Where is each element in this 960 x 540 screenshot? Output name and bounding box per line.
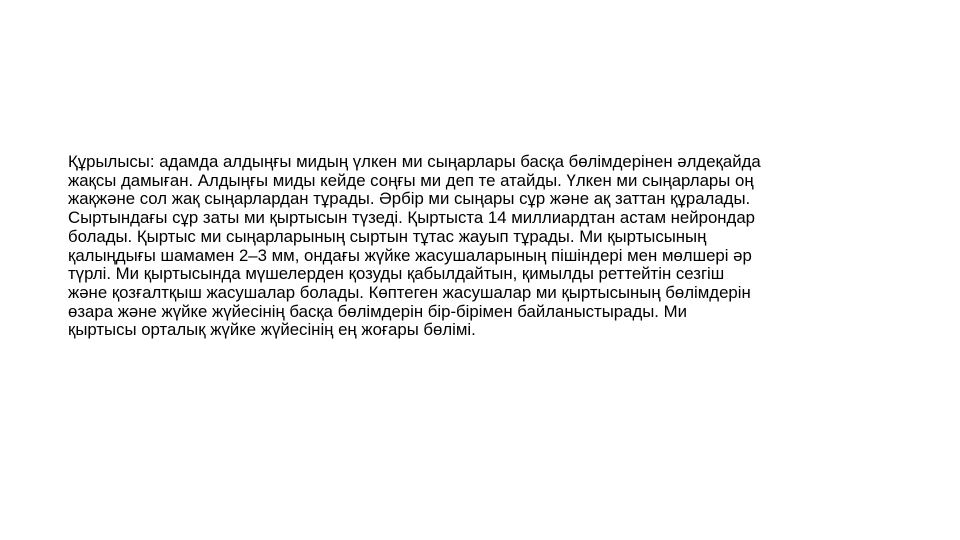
paragraph-line: және қозғалтқыш жасушалар болады. Көптеген жасушалар ми қыртысының бөлімдерін <box>68 282 751 302</box>
body-text-block <box>68 153 892 340</box>
paragraph-line: түрлі. Ми қыртысында мүшелерден қозуды қабылдайтын, қимылды реттейтін сезгіш <box>68 264 725 284</box>
paragraph-line: қалыңдығы шамамен 2–3 мм, ондағы жүйке жасушаларының пішіндері мен мөлшері әр <box>68 245 752 265</box>
paragraph-line: қыртысы орталық жүйке жүйесінің ең жоғары бөлімі. <box>68 320 476 340</box>
paragraph-line: өзара және жүйке жүйесінің басқа бөлімдерін бір-бірімен байланыстырады. Ми <box>68 301 687 321</box>
paragraph-line: болады. Қыртыс ми сыңарларының сыртын тұтас жауып тұрады. Ми қыртысының <box>68 226 707 246</box>
paragraph-line: Сыртындағы сұр заты ми қыртысын түзеді. Қыртыста 14 миллиардтан астам нейрондар <box>68 208 756 228</box>
paragraph-line: жақжәне сол жақ сыңарлардан тұрады. Әрбір ми сыңары сұр және ақ заттан құралады. <box>68 189 751 209</box>
paragraph-line: жақсы дамыған. Алдыңғы миды кейде соңғы ми деп те атайды. Үлкен ми сыңарлары оң <box>68 170 754 190</box>
paragraph-line: Құрылысы: адамда алдыңғы мидың үлкен ми сыңарлары басқа бөлімдерінен әлдеқайда <box>68 152 761 171</box>
